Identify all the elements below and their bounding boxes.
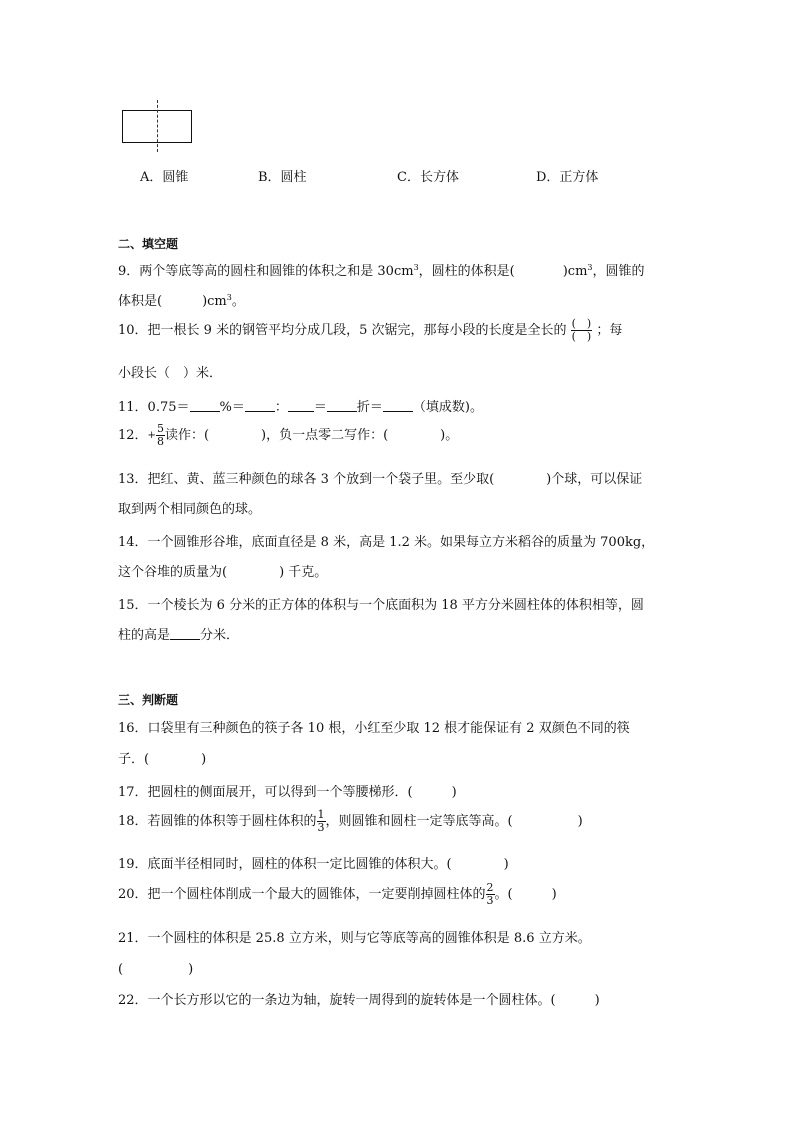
question-9-line-1: 9．两个等底等高的圆柱和圆锥的体积之和是 $30cm^3$，圆柱的体积是( )$cm^3$，圆锥的 (118, 263, 645, 279)
option-a: A．圆锥 (140, 170, 189, 185)
question-22: 22．一个长方形以它的一条边为轴，旋转一周得到的旋转体是一个圆柱体。( ) (118, 993, 600, 1008)
section-title-fill-blank: 二、填空题 (118, 237, 179, 251)
option-b: B．圆柱 (258, 170, 307, 185)
question-11: 11．0.75＝ %＝ ： ＝ 折＝ （填成数)。 (118, 400, 483, 415)
dashed-axis-line (157, 100, 158, 152)
question-16-line-1: 16．口袋里有三种颜色的筷子各 10 根，小红至少取 12 根才能保证有 2 双颜色不同的筷 (118, 721, 630, 736)
question-9-line-2: 体积是( )$cm^3$。 (118, 293, 245, 309)
question-18: 18．若圆锥的体积等于圆柱体积的 $\frac{1}{3}$ ，则圆锥和圆柱一定等底等高。( ) (118, 808, 583, 834)
fraction-five-eighths: $\frac{5}{8}$ (156, 422, 164, 448)
question-14-line-1: 14．一个圆锥形谷堆，底面直径是 8 米，高是 1.2 米。如果每立方米稻谷的质量为 700kg， (118, 535, 655, 550)
question-19: 19．底面半径相同时，圆柱的体积一定比圆锥的体积大。( ) (118, 857, 509, 872)
fraction-two-thirds: $\frac{2}{3}$ (486, 881, 494, 907)
question-12: 12．+ $\frac{5}{8}$ 读作：( )，负一点零二写作：( )。 (118, 422, 459, 448)
question-14-line-2: 这个谷堆的质量为( ) 千克。 (118, 565, 328, 580)
fraction-one-third: $\frac{1}{3}$ (317, 808, 325, 834)
option-c: C．长方体 (397, 170, 459, 185)
question-15-line-1: 15．一个棱长为 6 分米的正方体的体积与一个底面积为 18 平方分米圆柱体的体积相等，圆 (118, 598, 644, 613)
question-20: 20．把一个圆柱体削成一个最大的圆锥体，一定要削掉圆柱体的 $\frac{2}{3}$ 。( ) (118, 881, 557, 907)
section-title-true-false: 三、判断题 (118, 693, 179, 707)
question-17: 17．把圆柱的侧面展开，可以得到一个等腰梯形．( ) (118, 785, 457, 800)
question-16-line-2: 子．( ) (118, 752, 207, 767)
question-21-line-1: 21．一个圆柱的体积是 25.8 立方米，则与它等底等高的圆锥体积是 8.6 立方米。 (118, 931, 591, 946)
question-13-line-1: 13．把红、黄、蓝三种颜色的球各 3 个放到一个袋子里。至少取( )个球，可以保证 (118, 472, 643, 487)
option-d: D．正方体 (536, 170, 599, 185)
question-21-line-2: ( ) (118, 962, 194, 977)
question-13-line-2: 取到两个相同颜色的球。 (118, 502, 262, 517)
question-15-line-2: 柱的高是 分米． (118, 628, 240, 643)
question-10-line-2: 小段长（ ）米． (118, 366, 223, 381)
question-10-line-1: 10．把一根长 9 米的钢管平均分成几段，5 次锯完，那每小段的长度是全长的 $\frac{( )}{( )}$ ；每 (118, 317, 623, 343)
fraction-blank: $\frac{( )}{( )}$ (571, 317, 592, 343)
